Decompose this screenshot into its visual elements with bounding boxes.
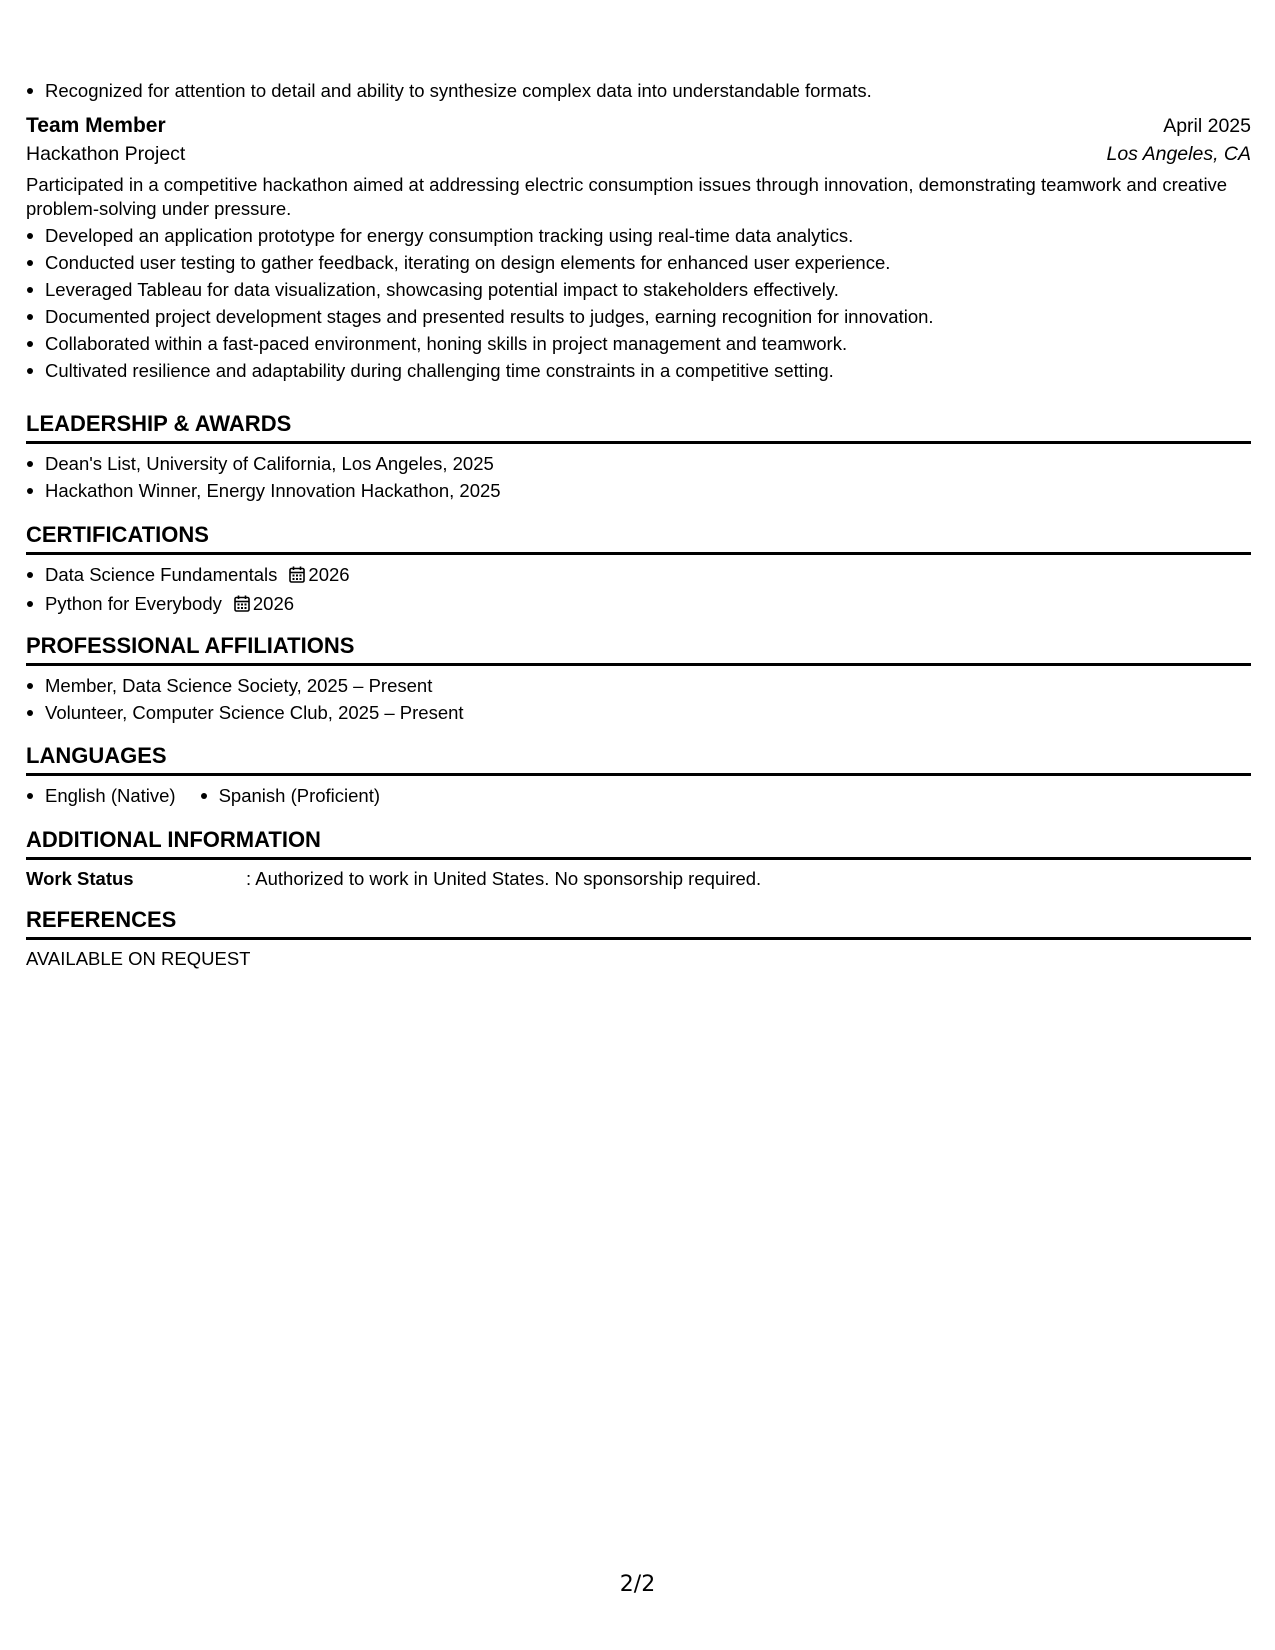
- affiliations-section: [26, 633, 1251, 726]
- section-title: ADDITIONAL INFORMATION: [26, 827, 1251, 860]
- list-item: Recognized for attention to detail and ability to synthesize complex data into understandable formats.: [26, 77, 1251, 104]
- list-item: Leveraged Tableau for data visualization, showcasing potential impact to stakeholders effectively.: [26, 276, 1251, 303]
- carryover-list: [26, 77, 1251, 104]
- role-date: April 2025: [1163, 115, 1251, 137]
- list-item: Member, Data Science Society, 2025 – Present: [26, 672, 1251, 699]
- languages-list: [26, 782, 1251, 809]
- section-title: PROFESSIONAL AFFILIATIONS: [26, 633, 1251, 666]
- certifications-list: [26, 561, 1251, 619]
- role-summary: Participated in a competitive hackathon aimed at addressing electric consumption issues through innovation, demonstrating teamwork and creative problem-solving under pressure.: [26, 174, 1228, 219]
- list-item: [26, 590, 1251, 619]
- certification-name: Data Science Fundamentals: [45, 564, 278, 585]
- leadership-section: [26, 411, 1251, 504]
- calendar-icon: [289, 563, 305, 590]
- additional-info-section: [26, 827, 1251, 892]
- role-bullets: [26, 222, 1251, 384]
- work-status-row: [26, 866, 1251, 892]
- experience-entry: [26, 114, 1251, 384]
- list-item: Dean's List, University of California, Los Angeles, 2025: [26, 450, 1251, 477]
- role-location: Los Angeles, CA: [1106, 143, 1251, 165]
- list-item: Conducted user testing to gather feedback, iterating on design elements for enhanced user experience.: [26, 249, 1251, 276]
- section-title: LEADERSHIP & AWARDS: [26, 411, 1251, 444]
- page-number: 2/2: [619, 1572, 656, 1597]
- certification-year: 2026: [252, 593, 295, 614]
- certification-name: Python for Everybody: [45, 593, 222, 614]
- list-item: Documented project development stages and presented results to judges, earning recognition for innovation.: [26, 303, 1251, 330]
- languages-section: [26, 743, 1251, 809]
- role-title: Team Member: [26, 114, 166, 137]
- list-item: [26, 561, 1251, 590]
- certifications-section: [26, 522, 1251, 619]
- list-item: Spanish (Proficient): [200, 782, 380, 809]
- references-section: [26, 907, 1251, 972]
- list-item: English (Native): [26, 782, 176, 809]
- affiliations-list: [26, 672, 1251, 726]
- list-item: Developed an application prototype for energy consumption tracking using real-time data analytics.: [26, 222, 1251, 249]
- list-item: Volunteer, Computer Science Club, 2025 – Present: [26, 699, 1251, 726]
- carryover-section: [26, 77, 1251, 104]
- leadership-list: [26, 450, 1251, 504]
- list-item: Hackathon Winner, Energy Innovation Hackathon, 2025: [26, 477, 1251, 504]
- calendar-icon: [234, 592, 250, 619]
- work-status-value: : Authorized to work in United States. No sponsorship required.: [246, 868, 762, 889]
- list-item: Collaborated within a fast-paced environment, honing skills in project management and teamwork.: [26, 330, 1251, 357]
- section-title: LANGUAGES: [26, 743, 1251, 776]
- work-status-label: Work Status: [26, 868, 134, 889]
- organization-name: Hackathon Project: [26, 143, 186, 165]
- certification-year: 2026: [308, 564, 350, 585]
- section-title: REFERENCES: [26, 907, 1251, 940]
- section-title: CERTIFICATIONS: [26, 522, 1251, 555]
- references-text: AVAILABLE ON REQUEST: [26, 948, 251, 969]
- list-item: Cultivated resilience and adaptability during challenging time constraints in a competitive setting.: [26, 357, 1251, 384]
